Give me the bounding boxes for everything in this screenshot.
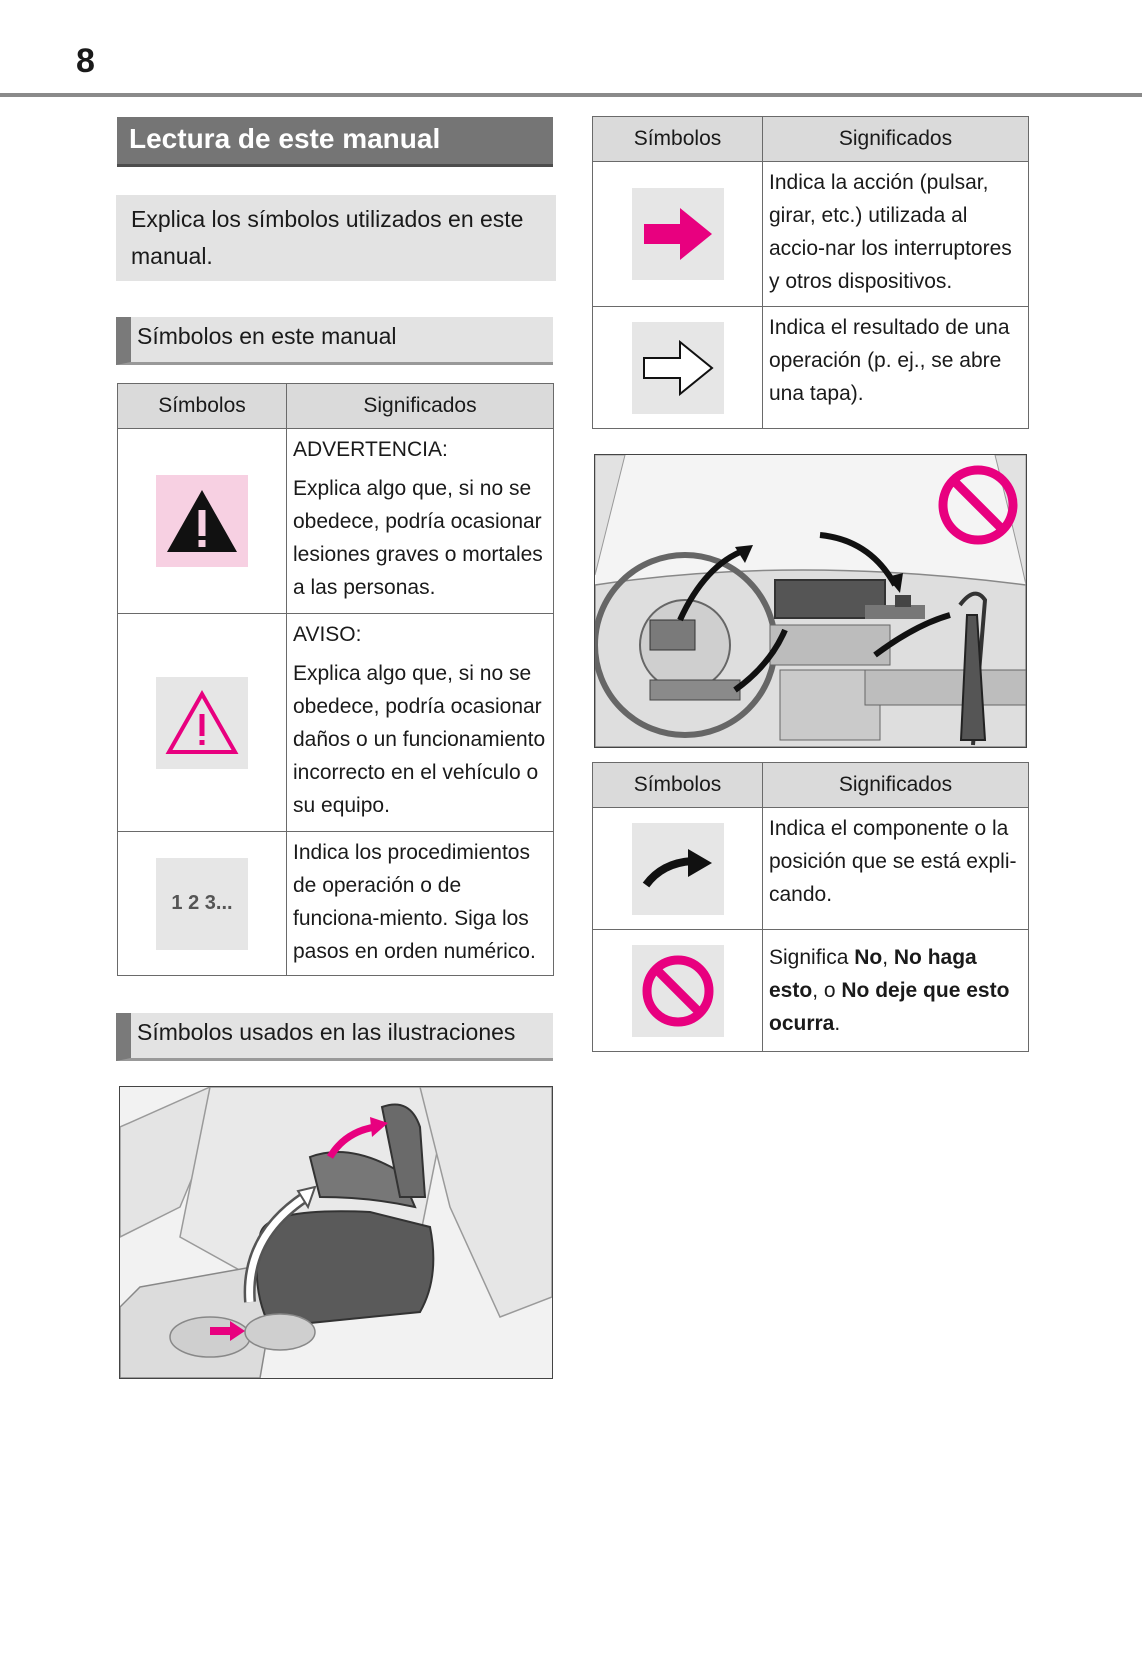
warning-triangle-icon [156, 475, 248, 567]
symbols-table-left [117, 383, 554, 976]
header-meanings: Significados [763, 117, 1029, 162]
solid-arrow-icon [632, 188, 724, 280]
prohibition-text-4: . [834, 1012, 841, 1035]
section-heading-symbols [116, 317, 553, 365]
table-row [593, 307, 1029, 429]
prohibition-text [769, 941, 1022, 1040]
table-row [593, 930, 1029, 1052]
caution-label: AVISO: [293, 623, 362, 646]
warning-text: Explica algo que, si no se obedece, podría ocasionar lesiones graves o mortales a las personas. [293, 477, 543, 599]
caution-triangle-icon [156, 677, 248, 769]
table-row [593, 808, 1029, 930]
table-header-row [593, 763, 1029, 808]
prohibition-text-3: , o [812, 979, 842, 1002]
header-symbols: Símbolos [593, 117, 763, 162]
header-meanings: Significados [763, 763, 1029, 808]
symbols-table-right-1 [592, 116, 1029, 429]
solid-arrow-text: Indica la acción (pulsar, girar, etc.) utilizada al accio-nar los interruptores y otros dispositivos. [769, 171, 1012, 293]
page-number: 8 [76, 42, 95, 80]
section-heading-symbols-text: Símbolos en este manual [137, 323, 397, 349]
outline-arrow-icon [632, 322, 724, 414]
prohibition-bold-3: No deje que esto ocurra [769, 979, 1010, 1035]
outline-arrow-text: Indica el resultado de una operación (p. ej., se abre una tapa). [769, 316, 1010, 405]
step-numbers-text: 1 2 3... [171, 892, 233, 914]
step-numbers-icon [156, 858, 248, 950]
prohibition-icon [632, 945, 724, 1037]
prohibition-text-1: Significa [769, 946, 855, 969]
header-rule [0, 93, 1142, 97]
section-heading-illustrations-text: Símbolos usados en las ilustraciones [137, 1019, 516, 1045]
caution-text: Explica algo que, si no se obedece, podría ocasionar daños o un funcionamiento incorrecto en el vehículo o su equipo. [293, 662, 546, 817]
armrest-illustration [119, 1086, 553, 1379]
dashboard-illustration [594, 454, 1027, 748]
page-title: Lectura de este manual [117, 117, 553, 167]
header-symbols: Símbolos [118, 384, 287, 429]
table-row [118, 614, 554, 832]
prohibition-text-2: , [882, 946, 894, 969]
curved-pointer-arrow-icon [632, 823, 724, 915]
table-row [593, 162, 1029, 307]
intro-box: Explica los símbolos utilizados en este manual. [116, 195, 556, 281]
symbols-table-right-2 [592, 762, 1029, 1052]
table-header-row [593, 117, 1029, 162]
steps-text: Indica los procedimientos de operación o de funciona-miento. Siga los pasos en orden numérico. [293, 841, 536, 963]
pointer-arrow-text: Indica el componente o la posición que se está expli-cando. [769, 817, 1017, 906]
section-heading-illustrations [116, 1013, 553, 1061]
table-header-row [118, 384, 554, 429]
header-symbols: Símbolos [593, 763, 763, 808]
prohibition-bold-1: No [854, 946, 883, 969]
table-row [118, 429, 554, 614]
header-meanings: Significados [287, 384, 554, 429]
table-row [118, 832, 554, 976]
warning-label: ADVERTENCIA: [293, 438, 448, 461]
prohibition-bold-2: No haga esto [769, 946, 977, 1002]
